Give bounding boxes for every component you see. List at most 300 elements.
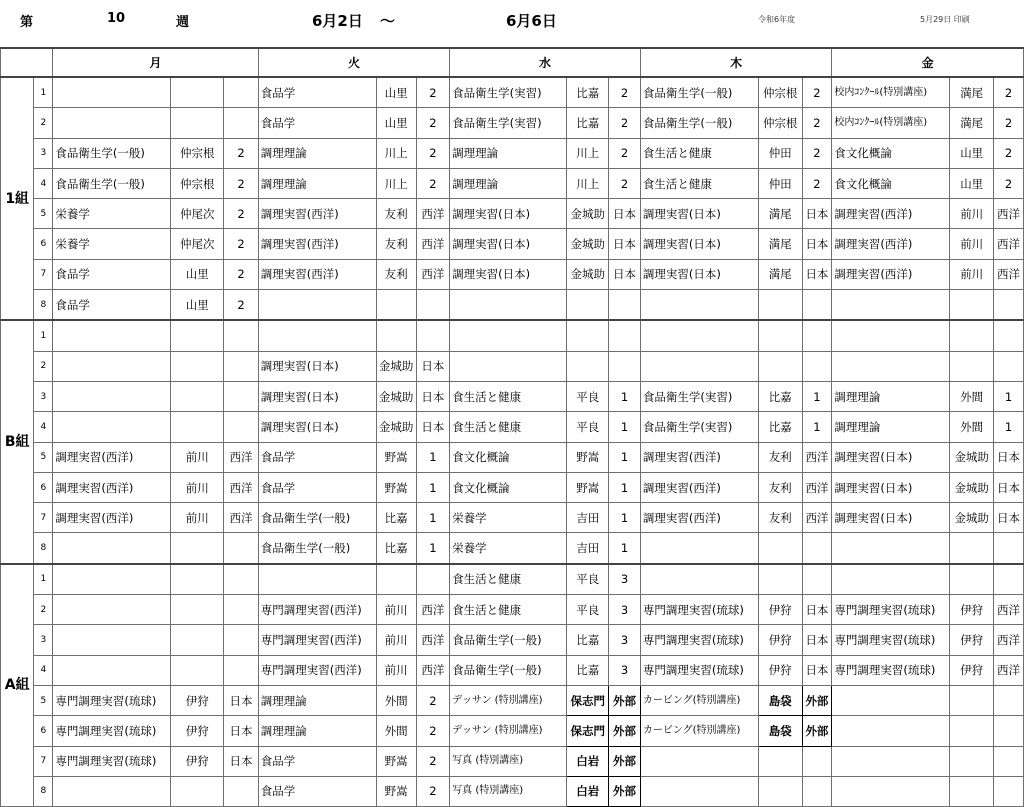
teacher-cell: 比嘉 xyxy=(376,533,416,564)
subject-cell xyxy=(53,108,171,138)
subject-cell: 専門調理実習(琉球) xyxy=(53,685,171,715)
day-header: 木 xyxy=(640,48,832,77)
type-cell: 1 xyxy=(609,381,641,411)
type-cell: 1 xyxy=(609,503,641,533)
period-row xyxy=(1,412,1024,442)
subject-cell: 食文化概論 xyxy=(832,168,950,198)
teacher-cell: 仲尾次 xyxy=(171,229,224,259)
teacher-cell: 平良 xyxy=(567,564,609,595)
type-cell: 2 xyxy=(416,746,450,776)
teacher-cell: 平良 xyxy=(567,381,609,411)
subject-cell: 食品学 xyxy=(258,472,376,502)
teacher-cell: 友利 xyxy=(758,472,802,502)
dai-label: 第 xyxy=(20,15,34,30)
period-number: 4 xyxy=(34,655,53,685)
period-number: 8 xyxy=(34,290,53,321)
subject-cell: 専門調理実習(西洋) xyxy=(258,595,376,625)
tilde: 〜 xyxy=(380,12,396,30)
type-cell xyxy=(224,77,258,108)
teacher-cell: 前川 xyxy=(171,503,224,533)
teacher-cell: 川上 xyxy=(376,138,416,168)
type-cell: 西洋 xyxy=(802,503,832,533)
type-cell: 西洋 xyxy=(416,595,450,625)
subject-cell: 調理理論 xyxy=(450,138,567,168)
type-cell: 日本 xyxy=(994,442,1024,472)
teacher-cell xyxy=(171,381,224,411)
type-cell: 日本 xyxy=(609,229,641,259)
subject-cell xyxy=(640,290,758,321)
type-cell: 外部 xyxy=(609,685,641,715)
subject-cell xyxy=(53,625,171,655)
period-row xyxy=(1,655,1024,685)
type-cell: 2 xyxy=(994,108,1024,138)
teacher-cell: 前川 xyxy=(950,229,994,259)
period-row xyxy=(1,77,1024,108)
teacher-cell xyxy=(758,533,802,564)
teacher-cell: 前川 xyxy=(171,472,224,502)
teacher-cell: 山里 xyxy=(376,77,416,108)
teacher-cell: 前川 xyxy=(950,199,994,229)
teacher-cell xyxy=(758,351,802,381)
type-cell: 1 xyxy=(609,472,641,502)
subject-cell xyxy=(640,776,758,806)
type-cell: 西洋 xyxy=(416,229,450,259)
subject-cell: 食生活と健康 xyxy=(450,412,567,442)
type-cell xyxy=(224,655,258,685)
subject-cell: 調理実習(西洋) xyxy=(832,259,950,289)
group-label: A組 xyxy=(1,564,34,807)
type-cell: 日本 xyxy=(994,503,1024,533)
type-cell: 2 xyxy=(994,168,1024,198)
subject-cell: 食生活と健康 xyxy=(450,564,567,595)
type-cell: 2 xyxy=(416,168,450,198)
subject-cell: 調理実習(西洋) xyxy=(258,259,376,289)
type-cell: 日本 xyxy=(416,412,450,442)
type-cell: 西洋 xyxy=(416,259,450,289)
subject-cell xyxy=(450,320,567,351)
subject-cell: 食品学 xyxy=(258,442,376,472)
period-number: 4 xyxy=(34,412,53,442)
subject-cell xyxy=(640,351,758,381)
teacher-cell: 山里 xyxy=(171,259,224,289)
period-number: 3 xyxy=(34,625,53,655)
teacher-cell: 外間 xyxy=(950,381,994,411)
start-date: 6月2日 xyxy=(312,12,363,30)
subject-cell: 調理実習(日本) xyxy=(258,351,376,381)
type-cell: 日本 xyxy=(802,199,832,229)
period-row xyxy=(1,259,1024,289)
teacher-cell: 比嘉 xyxy=(567,625,609,655)
type-cell: 日本 xyxy=(802,229,832,259)
type-cell: 西洋 xyxy=(224,503,258,533)
type-cell: 日本 xyxy=(224,685,258,715)
teacher-cell: 外間 xyxy=(950,412,994,442)
type-cell: 2 xyxy=(224,199,258,229)
teacher-cell: 金城助 xyxy=(567,259,609,289)
subject-cell: 食文化概論 xyxy=(832,138,950,168)
period-number: 2 xyxy=(34,351,53,381)
subject-cell xyxy=(640,746,758,776)
subject-cell: 食品学 xyxy=(53,290,171,321)
teacher-cell xyxy=(171,351,224,381)
type-cell: 2 xyxy=(416,108,450,138)
subject-cell: 栄養学 xyxy=(53,229,171,259)
period-row xyxy=(1,503,1024,533)
type-cell: 1 xyxy=(609,412,641,442)
teacher-cell: 野嵩 xyxy=(567,472,609,502)
teacher-cell: 伊狩 xyxy=(950,655,994,685)
timetable xyxy=(0,47,1024,807)
subject-cell xyxy=(832,351,950,381)
teacher-cell: 仲宗根 xyxy=(758,77,802,108)
teacher-cell: 友利 xyxy=(376,229,416,259)
type-cell xyxy=(802,351,832,381)
period-number: 8 xyxy=(34,776,53,806)
teacher-cell: 金城助 xyxy=(376,381,416,411)
subject-cell: 調理実習(日本) xyxy=(258,412,376,442)
subject-cell: デッサン (特別講座) xyxy=(450,685,567,715)
subject-cell: 調理理論 xyxy=(258,716,376,746)
teacher-cell: 前川 xyxy=(376,595,416,625)
sheet-header xyxy=(0,0,1024,47)
period-row xyxy=(1,595,1024,625)
type-cell xyxy=(994,320,1024,351)
teacher-cell xyxy=(758,320,802,351)
subject-cell: 食品衛生学(一般) xyxy=(258,503,376,533)
teacher-cell xyxy=(171,776,224,806)
type-cell: 1 xyxy=(994,381,1024,411)
period-row xyxy=(1,229,1024,259)
subject-cell: 調理実習(日本) xyxy=(640,199,758,229)
type-cell: 日本 xyxy=(802,259,832,289)
type-cell: 2 xyxy=(224,259,258,289)
type-cell: 1 xyxy=(416,442,450,472)
type-cell: 3 xyxy=(609,655,641,685)
type-cell: 2 xyxy=(609,138,641,168)
subject-cell: 専門調理実習(西洋) xyxy=(258,625,376,655)
type-cell: 2 xyxy=(609,108,641,138)
subject-cell: 調理理論 xyxy=(832,381,950,411)
type-cell: 日本 xyxy=(802,595,832,625)
type-cell xyxy=(994,564,1024,595)
subject-cell xyxy=(832,716,950,746)
period-row xyxy=(1,351,1024,381)
type-cell: 日本 xyxy=(802,625,832,655)
teacher-cell xyxy=(376,320,416,351)
subject-cell xyxy=(53,655,171,685)
period-number: 7 xyxy=(34,503,53,533)
type-cell: 日本 xyxy=(609,199,641,229)
teacher-cell: 野嵩 xyxy=(376,442,416,472)
period-row xyxy=(1,685,1024,715)
subject-cell: 調理実習(西洋) xyxy=(640,472,758,502)
teacher-cell xyxy=(376,564,416,595)
day-header: 金 xyxy=(832,48,1024,77)
subject-cell: 食品衛生学(実習) xyxy=(450,108,567,138)
type-cell: 1 xyxy=(802,381,832,411)
teacher-cell: 満尾 xyxy=(950,108,994,138)
type-cell: 2 xyxy=(609,168,641,198)
teacher-cell: 伊狩 xyxy=(758,655,802,685)
type-cell xyxy=(224,564,258,595)
teacher-cell: 満尾 xyxy=(758,229,802,259)
teacher-cell xyxy=(950,533,994,564)
subject-cell: 調理実習(西洋) xyxy=(640,442,758,472)
subject-cell: 校内ｺﾝｸｰﾙ(特別講座) xyxy=(832,108,950,138)
subject-cell: 調理実習(日本) xyxy=(258,381,376,411)
subject-cell: 調理理論 xyxy=(258,138,376,168)
print-date: 5月29日 印刷 xyxy=(920,15,970,24)
subject-cell: 食品衛生学(一般) xyxy=(258,533,376,564)
type-cell: 2 xyxy=(416,685,450,715)
type-cell: 西洋 xyxy=(994,199,1024,229)
subject-cell xyxy=(832,746,950,776)
type-cell: 西洋 xyxy=(994,229,1024,259)
subject-cell xyxy=(450,290,567,321)
teacher-cell: 前川 xyxy=(950,259,994,289)
type-cell: 2 xyxy=(224,290,258,321)
subject-cell xyxy=(53,595,171,625)
subject-cell: 調理実習(西洋) xyxy=(640,503,758,533)
subject-cell xyxy=(640,564,758,595)
subject-cell: 専門調理実習(琉球) xyxy=(832,595,950,625)
type-cell: 1 xyxy=(416,503,450,533)
teacher-cell: 伊狩 xyxy=(758,595,802,625)
subject-cell: 調理実習(西洋) xyxy=(832,229,950,259)
teacher-cell: 満尾 xyxy=(758,199,802,229)
type-cell xyxy=(224,320,258,351)
teacher-cell xyxy=(171,77,224,108)
subject-cell: カービング(特別講座) xyxy=(640,685,758,715)
teacher-cell xyxy=(171,320,224,351)
subject-cell: 食品衛生学(一般) xyxy=(53,168,171,198)
teacher-cell: 伊狩 xyxy=(950,625,994,655)
teacher-cell: 友利 xyxy=(376,199,416,229)
teacher-cell xyxy=(758,564,802,595)
period-row xyxy=(1,290,1024,321)
teacher-cell: 仲田 xyxy=(758,168,802,198)
subject-cell: 調理実習(西洋) xyxy=(53,472,171,502)
teacher-cell: 前川 xyxy=(376,655,416,685)
subject-cell: 調理実習(日本) xyxy=(640,259,758,289)
type-cell: 外部 xyxy=(802,685,832,715)
period-number: 1 xyxy=(34,564,53,595)
type-cell xyxy=(802,746,832,776)
subject-cell: 写真 (特別講座) xyxy=(450,776,567,806)
subject-cell: 食生活と健康 xyxy=(640,168,758,198)
teacher-cell xyxy=(171,564,224,595)
type-cell xyxy=(609,320,641,351)
teacher-cell: 満尾 xyxy=(758,259,802,289)
teacher-cell xyxy=(950,746,994,776)
subject-cell xyxy=(640,533,758,564)
period-row xyxy=(1,381,1024,411)
subject-cell: 食品衛生学(実習) xyxy=(450,77,567,108)
teacher-cell: 吉田 xyxy=(567,533,609,564)
type-cell: 2 xyxy=(802,138,832,168)
teacher-cell: 伊狩 xyxy=(950,595,994,625)
period-number: 5 xyxy=(34,199,53,229)
teacher-cell: 比嘉 xyxy=(567,655,609,685)
subject-cell: 食品学 xyxy=(258,108,376,138)
teacher-cell: 川上 xyxy=(567,168,609,198)
subject-cell: 調理実習(日本) xyxy=(450,229,567,259)
teacher-cell xyxy=(376,290,416,321)
teacher-cell xyxy=(171,625,224,655)
type-cell: 2 xyxy=(224,138,258,168)
type-cell xyxy=(994,776,1024,806)
teacher-cell: 金城助 xyxy=(376,351,416,381)
teacher-cell: 満尾 xyxy=(950,77,994,108)
teacher-cell: 仲宗根 xyxy=(758,108,802,138)
teacher-cell: 島袋 xyxy=(758,716,802,746)
shu-label: 週 xyxy=(176,15,190,30)
day-header-row xyxy=(1,48,1024,77)
subject-cell: 専門調理実習(琉球) xyxy=(640,595,758,625)
type-cell xyxy=(609,290,641,321)
teacher-cell: 野嵩 xyxy=(376,472,416,502)
subject-cell: 食品衛生学(実習) xyxy=(640,412,758,442)
subject-cell: 調理実習(日本) xyxy=(832,503,950,533)
period-row xyxy=(1,138,1024,168)
teacher-cell: 伊狩 xyxy=(171,746,224,776)
teacher-cell: 仲宗根 xyxy=(171,168,224,198)
teacher-cell: 仲宗根 xyxy=(171,138,224,168)
group-label: 1組 xyxy=(1,77,34,320)
type-cell xyxy=(802,320,832,351)
type-cell: 西洋 xyxy=(994,625,1024,655)
type-cell: 2 xyxy=(802,77,832,108)
type-cell: 西洋 xyxy=(994,595,1024,625)
subject-cell xyxy=(832,776,950,806)
teacher-cell: 比嘉 xyxy=(567,108,609,138)
type-cell: 西洋 xyxy=(802,472,832,502)
type-cell xyxy=(224,595,258,625)
teacher-cell xyxy=(171,595,224,625)
subject-cell: 栄養学 xyxy=(53,199,171,229)
teacher-cell xyxy=(950,351,994,381)
teacher-cell xyxy=(758,290,802,321)
period-row xyxy=(1,776,1024,806)
subject-cell: 校内ｺﾝｸｰﾙ(特別講座) xyxy=(832,77,950,108)
subject-cell: 調理実習(西洋) xyxy=(832,199,950,229)
teacher-cell: 金城助 xyxy=(376,412,416,442)
subject-cell xyxy=(832,320,950,351)
teacher-cell xyxy=(171,412,224,442)
type-cell: 2 xyxy=(802,108,832,138)
type-cell xyxy=(224,625,258,655)
type-cell: 1 xyxy=(802,412,832,442)
type-cell: 日本 xyxy=(609,259,641,289)
period-number: 6 xyxy=(34,716,53,746)
subject-cell xyxy=(832,685,950,715)
subject-cell: 食品学 xyxy=(258,776,376,806)
corner-cell xyxy=(1,48,53,77)
subject-cell: 栄養学 xyxy=(450,533,567,564)
group-label: B組 xyxy=(1,320,34,563)
subject-cell xyxy=(53,351,171,381)
teacher-cell: 仲尾次 xyxy=(171,199,224,229)
type-cell: 3 xyxy=(609,625,641,655)
period-row xyxy=(1,320,1024,351)
teacher-cell: 金城助 xyxy=(950,503,994,533)
period-number: 6 xyxy=(34,229,53,259)
type-cell xyxy=(224,108,258,138)
period-number: 3 xyxy=(34,138,53,168)
subject-cell: 食品衛生学(一般) xyxy=(640,77,758,108)
teacher-cell: 島袋 xyxy=(758,685,802,715)
type-cell: 外部 xyxy=(802,716,832,746)
teacher-cell xyxy=(950,685,994,715)
type-cell: 西洋 xyxy=(994,259,1024,289)
period-row xyxy=(1,533,1024,564)
teacher-cell: 保志門 xyxy=(567,685,609,715)
teacher-cell xyxy=(567,320,609,351)
type-cell: 日本 xyxy=(416,381,450,411)
subject-cell: カービング(特別講座) xyxy=(640,716,758,746)
subject-cell: 食生活と健康 xyxy=(450,381,567,411)
subject-cell: 専門調理実習(西洋) xyxy=(258,655,376,685)
period-row xyxy=(1,716,1024,746)
subject-cell: 食品学 xyxy=(53,259,171,289)
period-number: 7 xyxy=(34,746,53,776)
teacher-cell: 野嵩 xyxy=(376,746,416,776)
teacher-cell: 前川 xyxy=(376,625,416,655)
period-number: 6 xyxy=(34,472,53,502)
type-cell: 3 xyxy=(609,564,641,595)
subject-cell: 調理実習(日本) xyxy=(832,472,950,502)
subject-cell: 食品衛生学(実習) xyxy=(640,381,758,411)
period-row xyxy=(1,564,1024,595)
period-row xyxy=(1,108,1024,138)
teacher-cell: 伊狩 xyxy=(758,625,802,655)
type-cell: 日本 xyxy=(224,746,258,776)
teacher-cell xyxy=(567,351,609,381)
type-cell: 2 xyxy=(994,138,1024,168)
subject-cell xyxy=(832,533,950,564)
subject-cell: 調理理論 xyxy=(258,168,376,198)
subject-cell: 食品学 xyxy=(258,77,376,108)
subject-cell xyxy=(258,564,376,595)
teacher-cell: 平良 xyxy=(567,595,609,625)
type-cell xyxy=(224,381,258,411)
period-row xyxy=(1,168,1024,198)
type-cell xyxy=(994,290,1024,321)
subject-cell: 調理理論 xyxy=(258,685,376,715)
teacher-cell: 友利 xyxy=(376,259,416,289)
type-cell xyxy=(416,290,450,321)
type-cell: 西洋 xyxy=(416,199,450,229)
teacher-cell: 前川 xyxy=(171,442,224,472)
teacher-cell: 平良 xyxy=(567,412,609,442)
subject-cell: 専門調理実習(琉球) xyxy=(640,655,758,685)
type-cell: 西洋 xyxy=(224,472,258,502)
period-number: 2 xyxy=(34,108,53,138)
teacher-cell: 保志門 xyxy=(567,716,609,746)
teacher-cell xyxy=(950,320,994,351)
teacher-cell: 比嘉 xyxy=(758,412,802,442)
teacher-cell: 川上 xyxy=(567,138,609,168)
type-cell xyxy=(802,533,832,564)
period-number: 8 xyxy=(34,533,53,564)
type-cell: 2 xyxy=(416,776,450,806)
type-cell xyxy=(994,746,1024,776)
period-number: 1 xyxy=(34,320,53,351)
subject-cell xyxy=(53,564,171,595)
type-cell: 日本 xyxy=(416,351,450,381)
teacher-cell: 野嵩 xyxy=(567,442,609,472)
teacher-cell xyxy=(950,716,994,746)
